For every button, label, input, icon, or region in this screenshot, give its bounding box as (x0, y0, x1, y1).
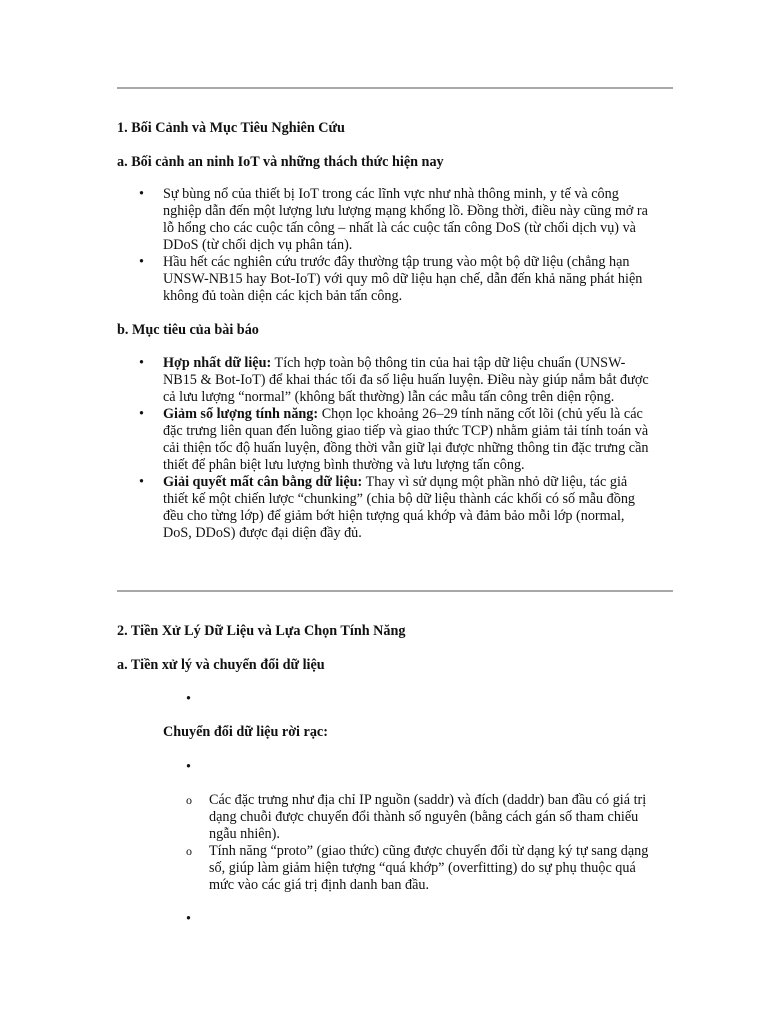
circle-bullet-icon: o (186, 844, 192, 858)
horizontal-rule (117, 590, 673, 592)
bullet-icon: • (139, 355, 144, 371)
section-1b-title: b. Mục tiêu của bài báo (117, 322, 259, 338)
section-1-title: 1. Bối Cảnh và Mục Tiêu Nghiên Cứu (117, 120, 345, 136)
section-1b-list (117, 355, 653, 542)
list-item: • Giảm số lượng tính năng: Chọn lọc khoảng 26–29 tính năng cốt lõi (chủ yếu là các đặc trưng liên quan đến luồng giao tiếp và giao thức TCP) nhằm giảm tải tính toán và cải thiện tốc độ huấn luyện, đồng thời vẫn giữ lại được những thông tin đặc trưng cần thiết để phân biệt lưu lượng bình thường và lưu lượng tấn công. (139, 406, 649, 473)
list-item: • Hầu hết các nghiên cứu trước đây thường tập trung vào một bộ dữ liệu (chẳng hạn UNSW-NB15 hay Bot-IoT) với quy mô dữ liệu hạn chế, dẫn đến khả năng phát hiện không đủ toàn diện các kịch bản tấn công. (139, 254, 643, 304)
bullet-icon: • (139, 254, 144, 270)
bullet-icon: • (186, 911, 191, 927)
list-item: • Hợp nhất dữ liệu: Tích hợp toàn bộ thông tin của hai tập dữ liệu chuẩn (UNSW-NB15 & Bot-IoT) để khai thác tối đa số liệu huấn luyện. Điều này giúp nắm bắt được cả lưu lượng “normal” (không bất thường) lẫn các mẫu tấn công trên diện rộng. (139, 355, 649, 405)
circle-bullet-icon: o (186, 793, 192, 807)
discrete-conversion-label: Chuyển đổi dữ liệu rời rạc: (163, 724, 328, 740)
item-label: Giảm số lượng tính năng: (163, 406, 319, 422)
list-item: o Các đặc trưng như địa chỉ IP nguồn (saddr) và đích (daddr) ban đầu có giá trị dạng chuỗi được chuyển đổi thành số nguyên (bằng cách gán số tham chiếu ngẫu nhiên). (186, 792, 647, 842)
section-1a-title: a. Bối cảnh an ninh IoT và những thách thức hiện nay (117, 154, 444, 170)
item-label: Hợp nhất dữ liệu: (163, 355, 272, 371)
section-1a-list (117, 186, 653, 305)
list-item: o Tính năng “proto” (giao thức) cũng được chuyển đổi từ dạng ký tự sang dạng số, giúp làm giảm hiện tượng “quá khớp” (overfitting) do sự phụ thuộc quá mức vào các giá trị định danh ban đầu. (186, 843, 649, 893)
bullet-icon: • (186, 691, 191, 707)
bullet-icon: • (139, 406, 144, 422)
list-item: • Sự bùng nổ của thiết bị IoT trong các lĩnh vực như nhà thông minh, y tế và công nghiệp dẫn đến một lượng lưu lượng mạng khổng lồ. Đồng thời, điều này cũng mở ra lỗ hổng cho các cuộc tấn công – nhất là các cuộc tấn công DoS (từ chối dịch vụ) và DDoS (từ chối dịch vụ phân tán). (139, 186, 648, 253)
section-2a-sublist (117, 792, 655, 894)
list-item: • Giải quyết mất cân bằng dữ liệu: Thay vì sử dụng một phần nhỏ dữ liệu, tác giả thiết kế một chiến lược “chunking” (chia bộ dữ liệu thành các khối có số mẫu đồng đều cho từng lớp) để giảm bớt hiện tượng quá khớp và đảm bảo mỗi lớp (normal, DoS, DDoS) được đại diện đầy đủ. (139, 474, 636, 541)
bullet-icon: • (186, 759, 191, 775)
bullet-icon: • (139, 186, 144, 202)
item-label: Giải quyết mất cân bằng dữ liệu: (163, 474, 363, 490)
horizontal-rule (117, 87, 673, 89)
section-2a-title: a. Tiền xử lý và chuyển đổi dữ liệu (117, 657, 325, 673)
section-2-title: 2. Tiền Xử Lý Dữ Liệu và Lựa Chọn Tính Năng (117, 623, 406, 639)
bullet-icon: • (139, 474, 144, 490)
